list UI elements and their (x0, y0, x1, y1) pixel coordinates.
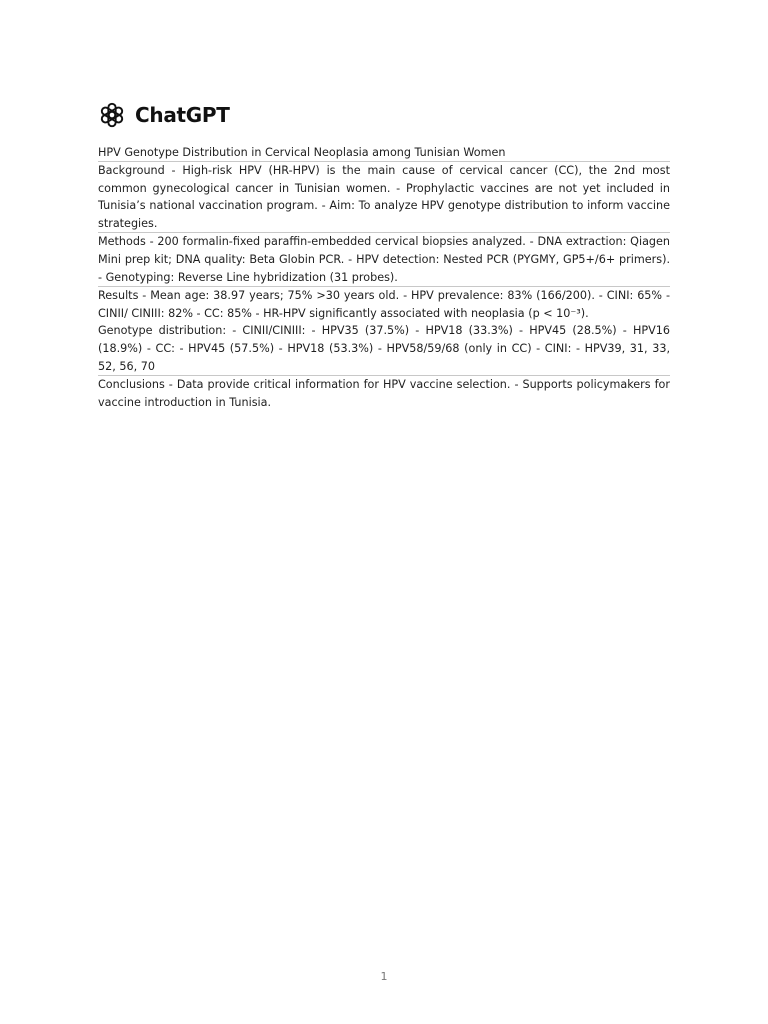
brand-header (98, 100, 670, 130)
openai-logo-icon (98, 101, 126, 129)
page-number: 1 (380, 970, 388, 983)
genotype-distribution-paragraph: Genotype distribution: - CINII/CINIII: - HPV35 (37.5%) - HPV18 (33.3%) - HPV45 (28.5%) - HPV16 (18.9%) - CC: - HPV45 (57.5%) - HPV18 (53.3%) - HPV58/59/68 (only in CC) - CINI: - HPV39, 31, 33, 52, 56, 70 (98, 324, 670, 373)
background-paragraph: Background - High-risk HPV (HR-HPV) is the main cause of cervical cancer (CC), the 2nd most common gynecological cancer in Tunisian women. - Prophylactic vaccines are not yet included in Tunisia’s national vaccination program. - Aim: To analyze HPV genotype distribution to inform vaccine strategies. (98, 164, 670, 230)
methods-paragraph: Methods - 200 formalin-fixed paraffin-embedded cervical biopsies analyzed. - DNA extraction: Qiagen Mini prep kit; DNA quality: Beta Globin PCR. - HPV detection: Nested PCR (PYGMY, GP5+/6+ primers). - Genotyping: Reverse Line hybridization (31 probes). (98, 235, 670, 284)
document-title: HPV Genotype Distribution in Cervical Neoplasia among Tunisian Women (98, 146, 506, 159)
results-paragraph: Results - Mean age: 38.97 years; 75% >30 years old. - HPV prevalence: 83% (166/200). - CINI: 65% - CINII/ CINIII: 82% - CC: 85% - HR-HPV significantly associated with neoplasia (p < 10⁻³). (98, 289, 670, 320)
document-page (98, 100, 670, 411)
brand-name: ChatGPT (135, 103, 230, 127)
conclusions-paragraph: Conclusions - Data provide critical information for HPV vaccine selection. - Supports policymakers for vaccine introduction in Tunisia. (98, 378, 670, 409)
